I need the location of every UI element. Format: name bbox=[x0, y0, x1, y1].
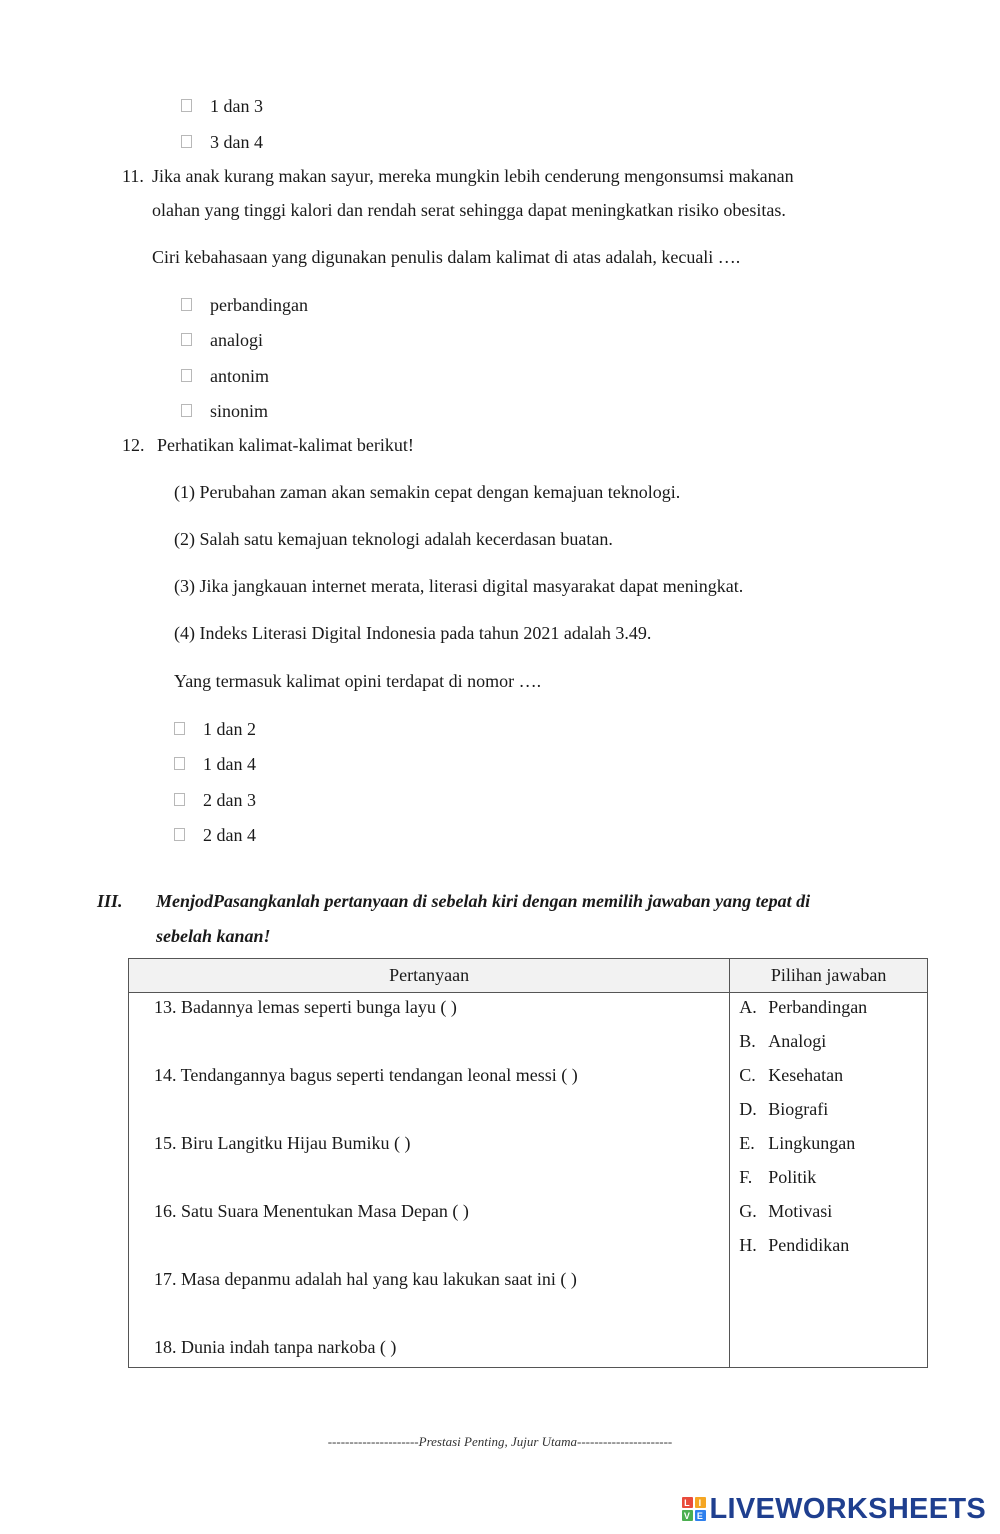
q12-option-3[interactable] bbox=[174, 789, 256, 811]
q11-option-3[interactable] bbox=[181, 365, 269, 387]
checkbox[interactable] bbox=[181, 333, 192, 346]
q11-option-1[interactable] bbox=[181, 294, 308, 316]
section3-number: III. bbox=[97, 891, 123, 911]
logo-letter: L bbox=[682, 1497, 693, 1508]
answer-letter: G. bbox=[739, 1201, 757, 1221]
matching-table bbox=[128, 958, 928, 1368]
q10-option-1[interactable] bbox=[181, 95, 263, 117]
answer-letter: F. bbox=[739, 1167, 753, 1187]
answer-g[interactable] bbox=[739, 1201, 832, 1222]
q10-option-2[interactable] bbox=[181, 131, 263, 153]
answer-text: Pendidikan bbox=[768, 1235, 850, 1255]
q11-text-line2: olahan yang tinggi kalori dan rendah serat sehingga dapat meningkatkan risiko obesitas. bbox=[152, 200, 786, 220]
answer-letter: B. bbox=[739, 1031, 756, 1051]
q12-sentence-4: (4) Indeks Literasi Digital Indonesia pada tahun 2021 adalah 3.49. bbox=[174, 623, 652, 643]
answer-f[interactable] bbox=[739, 1167, 816, 1188]
answer-text: Kesehatan bbox=[768, 1065, 844, 1085]
q12-option-label: 2 dan 4 bbox=[203, 825, 256, 845]
question-column bbox=[129, 993, 730, 1368]
footer-motto: ---------------------Prestasi Penting, Jujur Utama---------------------- bbox=[327, 1434, 673, 1449]
liveworksheets-logo-icon bbox=[682, 1497, 706, 1521]
section3-title-line1: MenjodPasangkanlah pertanyaan di sebelah kiri dengan memilih jawaban yang tepat di bbox=[156, 891, 811, 911]
q11-option-4[interactable] bbox=[181, 400, 268, 422]
answer-e[interactable] bbox=[739, 1133, 855, 1154]
q11-prompt: Ciri kebahasaan yang digunakan penulis dalam kalimat di atas adalah, kecuali …. bbox=[152, 247, 741, 267]
checkbox[interactable] bbox=[174, 793, 185, 806]
q11-text-line1: Jika anak kurang makan sayur, mereka mungkin lebih cenderung mengonsumsi makanan bbox=[152, 166, 794, 186]
logo-letter: I bbox=[695, 1497, 706, 1508]
answer-b[interactable] bbox=[739, 1031, 826, 1052]
answer-d[interactable] bbox=[739, 1099, 828, 1120]
checkbox[interactable] bbox=[174, 757, 185, 770]
answer-text: Perbandingan bbox=[768, 997, 868, 1017]
match-question-13[interactable]: 13. Badannya lemas seperti bunga layu ( ) bbox=[154, 997, 457, 1017]
checkbox[interactable] bbox=[181, 99, 192, 112]
q12-sentence-1: (1) Perubahan zaman akan semakin cepat dengan kemajuan teknologi. bbox=[174, 482, 681, 502]
q11-number: 11. bbox=[122, 166, 144, 186]
match-question-16[interactable]: 16. Satu Suara Menentukan Masa Depan ( ) bbox=[154, 1201, 469, 1221]
q11-option-label: perbandingan bbox=[210, 295, 308, 315]
q12-text: Perhatikan kalimat-kalimat berikut! bbox=[157, 435, 414, 455]
answer-h[interactable] bbox=[739, 1235, 849, 1256]
logo-letter: E bbox=[695, 1510, 706, 1521]
answer-letter: A. bbox=[739, 997, 757, 1017]
checkbox[interactable] bbox=[174, 828, 185, 841]
q11-option-label: analogi bbox=[210, 330, 263, 350]
liveworksheets-brand[interactable] bbox=[682, 1492, 987, 1526]
q12-sentence-3: (3) Jika jangkauan internet merata, literasi digital masyarakat dapat meningkat. bbox=[174, 576, 744, 596]
match-question-17[interactable]: 17. Masa depanmu adalah hal yang kau lakukan saat ini ( ) bbox=[154, 1269, 577, 1289]
checkbox[interactable] bbox=[181, 298, 192, 311]
match-question-14[interactable]: 14. Tendangannya bagus seperti tendangan leonal messi ( ) bbox=[154, 1065, 578, 1085]
q12-option-label: 1 dan 4 bbox=[203, 754, 256, 774]
q11-option-label: sinonim bbox=[210, 401, 269, 421]
logo-letter: V bbox=[682, 1510, 693, 1521]
match-question-15[interactable]: 15. Biru Langitku Hijau Bumiku ( ) bbox=[154, 1133, 411, 1153]
checkbox[interactable] bbox=[181, 135, 192, 148]
q10-option-label: 1 dan 3 bbox=[210, 96, 263, 116]
q12-number: 12. bbox=[122, 435, 145, 455]
match-question-18[interactable]: 18. Dunia indah tanpa narkoba ( ) bbox=[154, 1337, 397, 1357]
answer-a[interactable] bbox=[739, 997, 867, 1018]
q10-option-label: 3 dan 4 bbox=[210, 132, 263, 152]
q12-option-label: 2 dan 3 bbox=[203, 790, 256, 810]
answer-text: Lingkungan bbox=[768, 1133, 856, 1153]
answer-text: Biografi bbox=[768, 1099, 829, 1119]
answer-text: Politik bbox=[768, 1167, 817, 1187]
answer-text: Motivasi bbox=[768, 1201, 833, 1221]
brand-name: LIVEWORKSHEETS bbox=[709, 1492, 986, 1525]
section3-title-line2: sebelah kanan! bbox=[156, 926, 271, 946]
q12-option-1[interactable] bbox=[174, 718, 256, 740]
answer-column bbox=[730, 993, 928, 1368]
header-answer: Pilihan jawaban bbox=[730, 959, 928, 993]
q12-option-2[interactable] bbox=[174, 753, 256, 775]
answer-letter: C. bbox=[739, 1065, 756, 1085]
q12-prompt: Yang termasuk kalimat opini terdapat di nomor …. bbox=[174, 671, 542, 691]
checkbox[interactable] bbox=[174, 722, 185, 735]
answer-letter: E. bbox=[739, 1133, 755, 1153]
q12-option-4[interactable] bbox=[174, 824, 256, 846]
answer-c[interactable] bbox=[739, 1065, 843, 1086]
answer-letter: H. bbox=[739, 1235, 757, 1255]
q12-sentence-2: (2) Salah satu kemajuan teknologi adalah kecerdasan buatan. bbox=[174, 529, 613, 549]
checkbox[interactable] bbox=[181, 404, 192, 417]
header-question: Pertanyaan bbox=[129, 959, 730, 993]
q11-option-label: antonim bbox=[210, 366, 269, 386]
checkbox[interactable] bbox=[181, 369, 192, 382]
q12-option-label: 1 dan 2 bbox=[203, 719, 256, 739]
answer-text: Analogi bbox=[768, 1031, 827, 1051]
q11-option-2[interactable] bbox=[181, 329, 263, 351]
answer-letter: D. bbox=[739, 1099, 757, 1119]
